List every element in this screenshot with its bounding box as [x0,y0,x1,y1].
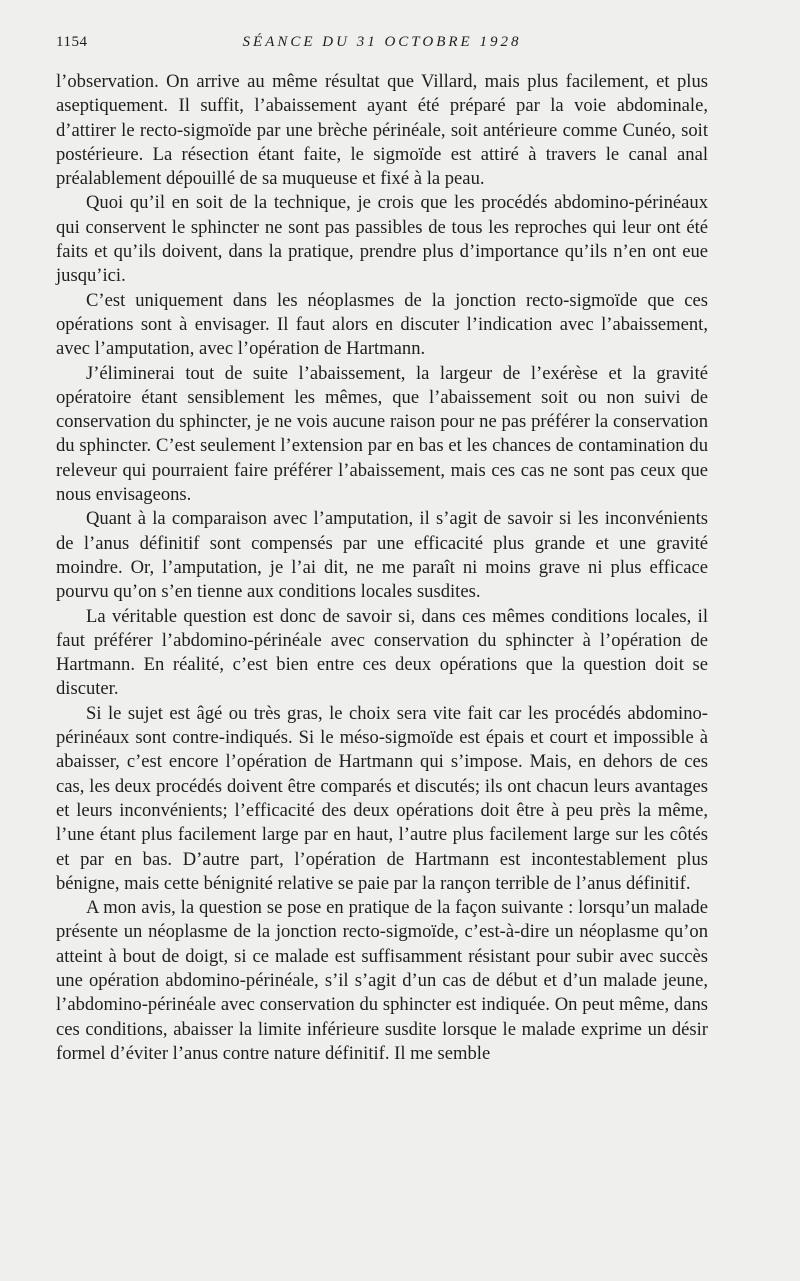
page-number: 1154 [56,34,88,50]
paragraph: C’est uniquement dans les néoplasmes de la jonction recto-sigmoïde que ces opérations sont à envisager. Il faut alors en discuter l’indication avec l’abaissement, avec l’amputation, avec l’opération de Hartmann. [56,289,708,360]
running-head: SÉANCE DU 31 OCTOBRE 1928 [242,34,522,50]
paragraph: J’éliminerai tout de suite l’abaissement, la largeur de l’exérèse et la gravité opératoire étant sensiblement les mêmes, que l’abaissement soit ou non suivi de conservation du sphincter, je ne vois aucune raison pour ne pas préférer la conservation du sphincter. C’est seulement l’extension par en bas et les chances de contamination du releveur qui pourraient faire préférer l’abaissement, mais ces cas ne sont pas ceux que nous envisageons. [56,362,708,506]
page-header [56,34,708,64]
paragraph: Si le sujet est âgé ou très gras, le choix sera vite fait car les procédés abdomino-périnéaux sont contre-indiqués. Si le méso-sigmoïde est épais et court et impossible à abaisser, c’est encore l’opération de Hartmann qui s’impose. Mais, en dehors de ces cas, les deux procédés doivent être comparés et discutés; ils ont chacun leurs avantages et leurs inconvénients; l’efficacité des deux opérations doit être à peu près la même, l’une étant plus facilement large par en haut, l’autre plus facilement large sur les côtés et par en bas. D’autre part, l’opération de Hartmann est incontestablement plus bénigne, mais cette bénignité relative se paie par la rançon terrible de l’anus définitif. [56,702,708,894]
paragraph: l’observation. On arrive au même résultat que Villard, mais plus facilement, et plus aseptiquement. Il suffit, l’abaissement ayant été préparé par la voie abdominale, d’attirer le recto-sigmoïde par une brèche périnéale, soit antérieure comme Cunéo, soit postérieure. La résection étant faite, le sigmoïde est attiré à travers le canal anal préalablement dépouillé de sa muqueuse et fixé à la peau. [56,71,708,190]
body-text [56,70,708,1066]
paragraph: Quoi qu’il en soit de la technique, je crois que les procédés abdomino-périnéaux qui conservent le sphincter ne sont pas passibles de tous les reproches qui leur ont été faits et qu’ils doivent, dans la pratique, prendre plus d’importance qu’ils n’en ont eue jusqu’ici. [56,192,708,287]
paragraph: Quant à la comparaison avec l’amputation, il s’agit de savoir si les inconvénients de l’anus définitif sont compensés par une efficacité plus grande et une gravité moindre. Or, l’amputation, je l’ai dit, ne me paraît ni moins grave ni plus efficace pourvu qu’on s’en tienne aux conditions locales susdites. [56,508,708,603]
paragraph: A mon avis, la question se pose en pratique de la façon suivante : lorsqu’un malade présente un néoplasme de la jonction recto-sigmoïde, c’est-à-dire un néoplasme qu’on atteint à bout de doigt, si ce malade est suffisamment résistant pour subir avec succès une opération abdomino-périnéale, s’il s’agit d’un cas de début et d’un malade jeune, l’abdomino-périnéale avec conservation du sphincter est indiquée. On peut même, dans ces conditions, abaisser la limite inférieure susdite lorsque le malade exprime un désir formel d’éviter l’anus contre nature définitif. Il me semble [56,897,708,1064]
paragraph: La véritable question est donc de savoir si, dans ces mêmes conditions locales, il faut préférer l’abdomino-périnéale avec conservation du sphincter à l’opération de Hartmann. En réalité, c’est bien entre ces deux opérations que la question doit se discuter. [56,605,708,700]
